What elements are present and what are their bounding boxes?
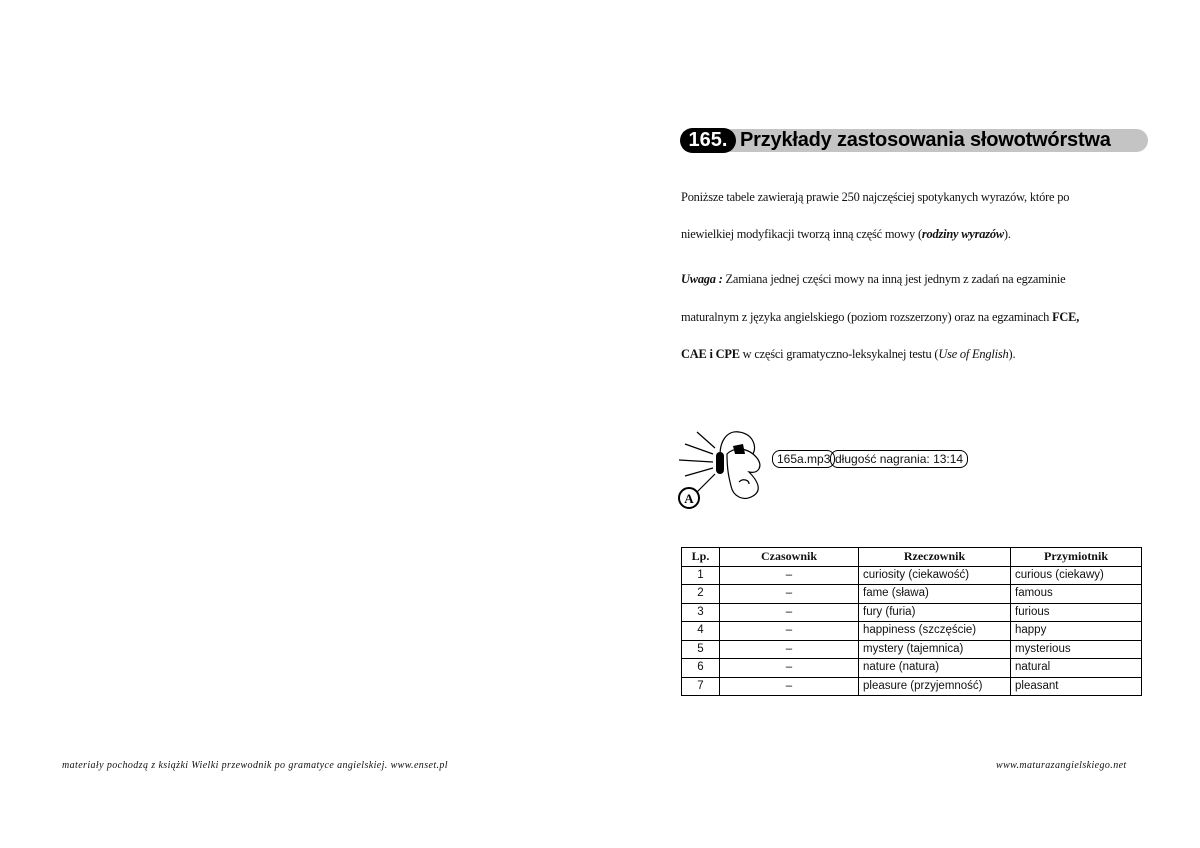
cell-adjective: furious [1011, 603, 1142, 622]
text: w części gramatyczno-leksykalnej testu ( [739, 347, 939, 361]
table-row [682, 566, 1142, 585]
cell-verb: – [720, 603, 859, 622]
footer-website: www.maturazangielskiego.net [996, 760, 1127, 771]
cell-verb: – [720, 622, 859, 641]
audio-badge-label: A [684, 491, 694, 506]
text: maturalnym z języka angielskiego (poziom rozszerzony) oraz na egzaminach [681, 310, 1053, 324]
note-line-3 [681, 347, 1015, 362]
footer-source: materiały pochodzą z książki Wielki przewodnik po gramatyce angielskiej. www.enset.pl [62, 760, 448, 771]
table-row [682, 622, 1142, 641]
audio-duration: długość nagrania: 13:14 [830, 450, 968, 468]
intro-line-1: Poniższe tabele zawierają prawie 250 najczęściej spotykanych wyrazów, które po [681, 190, 1070, 204]
cell-noun: nature (natura) [859, 659, 1011, 678]
header-lp: Lp. [682, 548, 720, 567]
bold-text: FCE, [1052, 310, 1080, 324]
table-row [682, 659, 1142, 678]
cell-noun: curiosity (ciekawość) [859, 566, 1011, 585]
cell-verb: – [720, 659, 859, 678]
table-row [682, 603, 1142, 622]
table-header-row [682, 548, 1142, 567]
cell-verb: – [720, 566, 859, 585]
headphones-listener-icon [677, 424, 772, 514]
table-row [682, 677, 1142, 696]
cell-adjective: mysterious [1011, 640, 1142, 659]
cell-adjective: natural [1011, 659, 1142, 678]
text: Zamiana jednej części mowy na inną jest jednym z zadań na egzaminie [722, 272, 1066, 286]
cell-noun: pleasure (przyjemność) [859, 677, 1011, 696]
text: ). [1003, 227, 1011, 241]
cell-lp: 1 [682, 566, 720, 585]
cell-lp: 3 [682, 603, 720, 622]
note-label: Uwaga : [681, 272, 723, 286]
emphasis: Use of English [938, 347, 1009, 361]
section-heading [680, 128, 1148, 153]
cell-adjective: pleasant [1011, 677, 1142, 696]
note-line-1 [681, 272, 1065, 287]
intro-line-2 [681, 227, 1011, 242]
word-formation-table [681, 547, 1142, 696]
cell-adjective: happy [1011, 622, 1142, 641]
section-number: 165. [680, 128, 736, 153]
cell-adjective: curious (ciekawy) [1011, 566, 1142, 585]
cell-noun: happiness (szczęście) [859, 622, 1011, 641]
cell-noun: mystery (tajemnica) [859, 640, 1011, 659]
cell-lp: 7 [682, 677, 720, 696]
cell-verb: – [720, 677, 859, 696]
header-adjective: Przymiotnik [1011, 548, 1142, 567]
cell-lp: 6 [682, 659, 720, 678]
text: niewielkiej modyfikacji tworzą inną część mowy ( [681, 227, 922, 241]
cell-verb: – [720, 585, 859, 604]
cell-adjective: famous [1011, 585, 1142, 604]
note-line-2 [681, 310, 1079, 325]
audio-file-link[interactable]: 165a.mp3 [772, 450, 835, 468]
cell-verb: – [720, 640, 859, 659]
table-row [682, 640, 1142, 659]
cell-noun: fury (furia) [859, 603, 1011, 622]
cell-lp: 2 [682, 585, 720, 604]
bold-text: CAE i CPE [681, 347, 740, 361]
emphasis: rodziny wyrazów [921, 227, 1004, 241]
header-noun: Rzeczownik [859, 548, 1011, 567]
header-verb: Czasownik [720, 548, 859, 567]
cell-lp: 5 [682, 640, 720, 659]
cell-lp: 4 [682, 622, 720, 641]
cell-noun: fame (sława) [859, 585, 1011, 604]
section-title: Przykłady zastosowania słowotwórstwa [740, 129, 1111, 151]
table-row [682, 585, 1142, 604]
text: ). [1008, 347, 1016, 361]
